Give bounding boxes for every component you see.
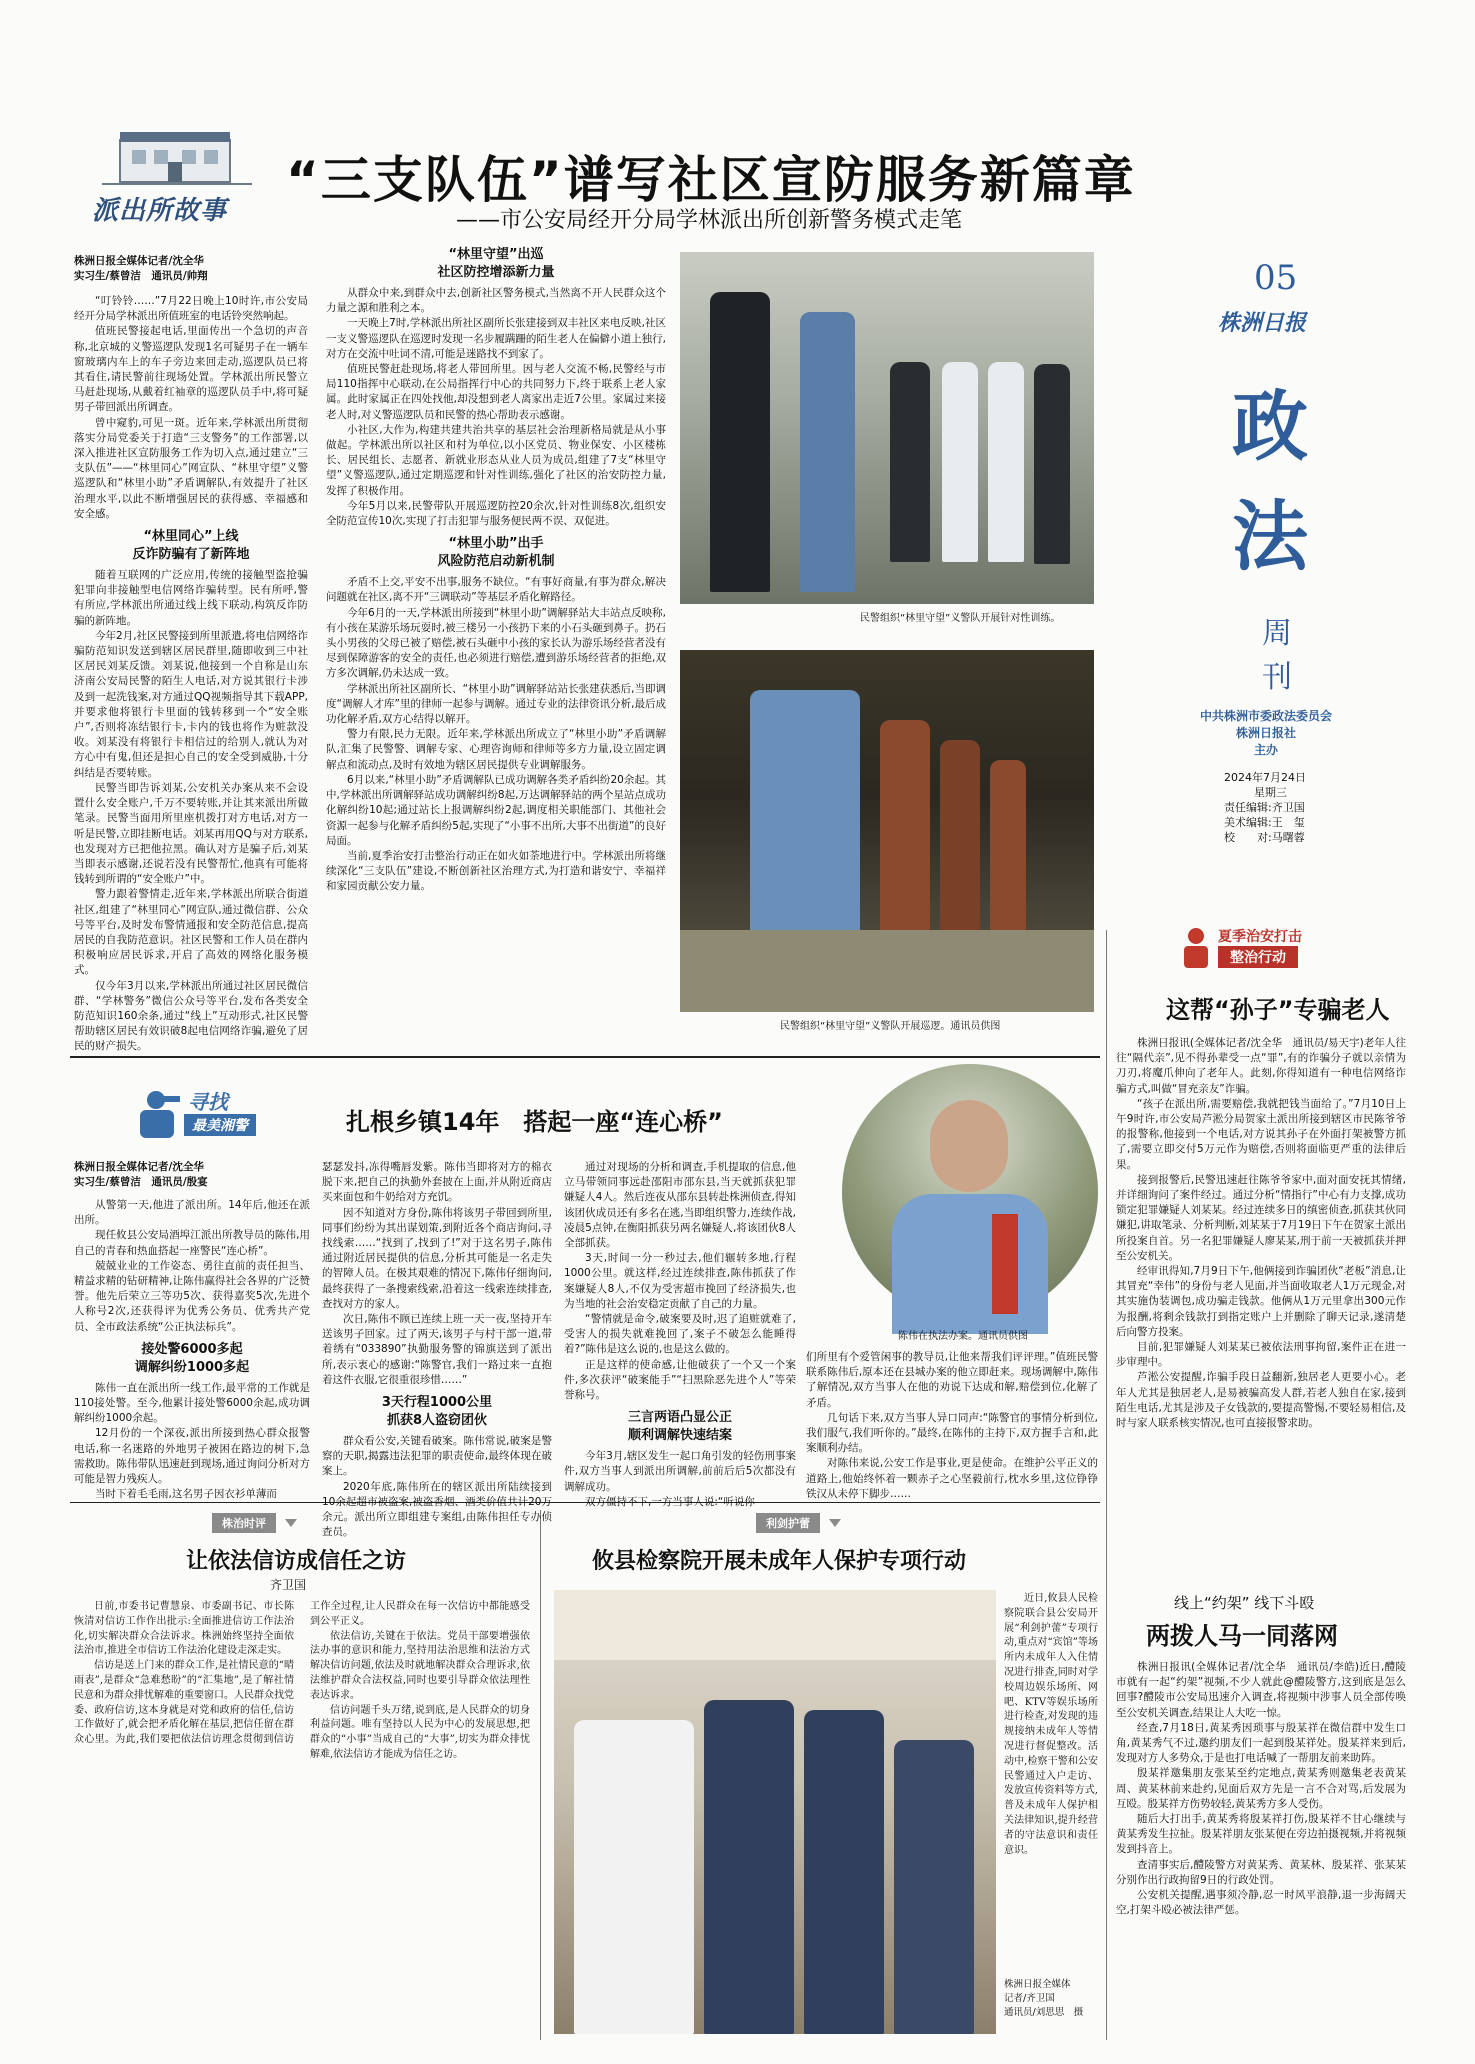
paragraph: 警力跟着警情走,近年来,学林派出所联合街道社区,组建了“林里同心”网宣队,通过微信群、公众号等平台,及时发布警情通报和安全防范信息,提高居民的自我防范意识。社区民警和工作人员在群内积极响应居民诉求,开启了高效的网络化服务模式。: [74, 888, 308, 977]
subheadline: ——市公安局经开分局学林派出所创新警务模式走笔: [456, 208, 963, 233]
art-editor: 美术编辑:王 玺: [1224, 816, 1305, 829]
paragraph: 从警第一天,他进了派出所。14年后,他还在派出所。: [74, 1199, 310, 1227]
triangle-icon: [829, 1519, 841, 1527]
paragraph: 芦淞公安提醒,诈骗手段日益翻新,独居老人更要小心。老年人尤其是独居老人,是易被骗高发人群,若老人独自在家,接到陌生电话,尤其是涉及子女钱款的,要提高警惕,不要轻易相信,及时与家人联系核实情况,也可直接报警求助。: [1116, 1371, 1406, 1430]
side-story-body: [1116, 1036, 1406, 1588]
paragraph: 公安机关提醒,遇事须冷静,忍一时风平浪静,退一步海阔天空,打架斗殴必被法律严惩。: [1116, 1889, 1406, 1917]
paragraph: 对陈伟来说,公安工作是事业,更是使命。在维护公平正义的道路上,他始终怀着一颗赤子之心坚毅前行,枕水乡里,这位铮铮铁汉从未停下脚步……: [806, 1457, 1098, 1500]
side-story2-body: [1116, 1660, 1406, 2032]
paragraph: 正是这样的使命感,让他破获了一个又一个案件,多次获评“破案能手”“扫黑除恶先进个人”等荣誉称号。: [564, 1358, 796, 1402]
commentary-headline: 让依法信访成信任之访: [186, 1549, 407, 1574]
paragraph: 值班民警赶赴现场,将老人带回所里。因与老人交流不畅,民警经与市局110指挥中心联动,在公局指挥行中心的共同努力下,终于联系上老人家属。此时家属正在四处找他,却没想到老人离家出走近7公里。家属过来接老人时,对义警巡逻队员和民警的热心帮助表示感谢。: [326, 363, 666, 421]
procuratorate-tag: [756, 1512, 841, 1533]
paragraph: 株洲日报讯(全媒体记者/沈全华 通讯员/易天宇)老年人往往“隔代亲”,见不得孙辈受一点“罪”,有的诈骗分子就以亲情为刀刃,将魔爪伸向了老年人。此刻,你得知道有一种电信网络诈骗方式,叫做“冒充亲友”诈骗。: [1116, 1037, 1406, 1095]
column-tag: 派出所故事: [92, 196, 228, 226]
side-headline: 这帮“孙子”专骗老人: [1166, 996, 1390, 1024]
procuratorate-credit: [1004, 1978, 1104, 2020]
paragraph: 当前,夏季治安打击整治行动正在如火如荼地进行中。学林派出所将继续深化“三支队伍”建设,不断创新社区治理方式,为打造和谐安宁、幸福祥和家园贡献公安力量。: [326, 849, 666, 893]
feature-tag-line2: 最美湘警: [184, 1114, 256, 1136]
credit-line: 通讯员/刘思思 摄: [1004, 2007, 1084, 2018]
paragraph: 几句话下来,双方当事人异口同声:“陈警官的事情分析到位,我们服气,我们听你的。”最终,在陈伟的主持下,双方握手言和,此案顺利办结。: [806, 1411, 1098, 1455]
photo-patrol: [680, 650, 1094, 1012]
photo-inspection: [554, 1590, 996, 2034]
credit-line: 株洲日报全媒体: [1004, 1979, 1071, 1990]
police-salute-icon: [126, 1088, 182, 1140]
feature-tag-line1: 寻找: [188, 1090, 228, 1114]
column-logo: [92, 128, 262, 226]
paragraph: 3天,时间一分一秒过去,他们辗转多地,行程1000公里。就这样,经过连续排查,陈伟抓获了作案嫌疑人8人,不仅为受害超市挽回了经济损失,也为当地的社会治安稳定贡献了自己的力量。: [564, 1252, 796, 1310]
paragraph: 群众看公安,关键看破案。陈伟常说,破案是警察的天职,揭露违法犯罪的职责使命,最终体现在破案上。: [322, 1435, 552, 1478]
paragraph: 今年3月,辖区发生一起口角引发的轻伤刑事案件,双方当事人到派出所调解,前前后后5次都没有调解成功。: [564, 1450, 796, 1493]
paragraph: 兢兢业业的工作姿态、勇往直前的责任担当、精益求精的钻研精神,让陈伟赢得社会各界的广泛赞誉。他先后荣立三等功5次、获得嘉奖5次,先进个人称号2次,还获得评为优秀公务员、优秀共产党员、全市政法系统“公正执法标兵”。: [74, 1259, 310, 1333]
banner-line2: 整治行动: [1218, 946, 1298, 968]
side-headline2: 两拨人马一同落网: [1146, 1622, 1338, 1650]
paragraph: “叮铃铃……”7月22日晚上10时许,市公安局经开分局学林派出所值班室的电话铃突然响起。: [74, 295, 308, 323]
paragraph: 曾中窥豹,可见一斑。近年来,学林派出所贯彻落实分局党委关于打造“三支警务”的工作部署,以深入推进社区宣防服务工作为切入点,通过建立“三支队伍”——“林里同心”网宣队、“林里守望”义警巡逻队和“林里小助”矛盾调解队,有效提升了社区治理水平,以此不断增强居民的获得感、幸福感和安全感。: [74, 416, 308, 520]
page-number: 05: [1254, 258, 1298, 298]
procuratorate-body: [1004, 1592, 1098, 1972]
section-heading: “林里守望”出巡 社区防控增添新力量: [437, 247, 555, 280]
paragraph: 因不知道对方身份,陈伟将该男子带回到所里,同事们纷纷为其出谋划策,到附近各个商店询问,寻找线索……“找到了,找到了!”对于这名男子,陈伟通过附近居民提供的信息,分析其可能是一名走失的智障人员。在极其艰难的情况下,陈伟仔细询问,最终获得了一条搜索线索,沿着这一线索连续排查,查找对方的家人。: [322, 1206, 552, 1310]
paragraph: 矛盾不上交,平安不出事,服务不缺位。“有事好商量,有事为群众,解决问题就在社区,离不开“三调联动”等基层矛盾化解路径。: [326, 576, 666, 604]
sponsor-1: 中共株洲市委政法委员会: [1199, 709, 1332, 723]
main-story-col2: [326, 246, 666, 1044]
portrait-photo: [842, 1064, 1098, 1320]
byline: 实习生/蔡曾洁 通讯员/殷宴: [74, 1176, 208, 1188]
sponsor: [1184, 708, 1348, 759]
byline: 实习生/蔡曾洁 通讯员/帅翔: [74, 270, 208, 282]
divider: [1106, 930, 1107, 2040]
paragraph: 今年2月,社区民警接到所里派遣,将电信网络诈骗防范知识发送到辖区居民群里,随即收到三中社区居民刘某反馈。刘某说,他接到一个自称是山东济南公安局民警的陌生人电话,对方说其银行卡涉及到一起洗钱案,对方通过QQ视频指导其下载APP,并要求他将银行卡里面的钱转移到一个“安全账户”,否则将冻结银行卡,卡内的钱也将作为赃款没收。刘某没有将银行卡相信过的给别人,就认为对方心中有鬼,但还是担心自己的安全受到威胁,十分纠结是否要转账。: [74, 629, 308, 779]
paragraph: 目前,犯罪嫌疑人刘某某已被依法刑事拘留,案件正在进一步审理中。: [1116, 1341, 1406, 1369]
section-heading: “林里同心”上线 反诈防骗有了新阵地: [132, 529, 250, 563]
paragraph: 日前,市委书记曹慧泉、市委副书记、市长陈恢清对信访工作作出批示:全面推进信访工作法治化,切实解决群众合法诉求。株洲始终坚持全面依法治市,推进全市信访工作法治化建设走深走实。: [74, 1601, 294, 1657]
credit-line: 记者/齐卫国: [1004, 1993, 1055, 2004]
paragraph: 现任攸县公安局酒埠江派出所教导员的陈伟,用自己的青春和热血搭起一座警民“连心桥”。: [74, 1229, 310, 1257]
paragraph: 随后大打出手,黄某秀将殷某祥打伤,殷某祥不甘心继续与黄某秀发生拉扯。殷某祥朋友张某便在旁边拍摄视频,并将视频发到抖音上。: [1116, 1813, 1406, 1856]
paragraph: 近日,攸县人民检察院联合县公安局开展“利剑护蕾”专项行动,重点对“宾馆”等场所内未成年人入住情况进行排查,同时对学校周边娱乐场所、网吧、KTV等娱乐场所进行检查,对发现的违规接纳未成年人等情况进行督促整改。活动中,检察干警和公安民警通过入户走访、发放宣传资料等方式,普及未成年人保护相关法律知识,提升经营者的守法意识和责任意识。: [1004, 1593, 1098, 1856]
procuratorate-tag-label: 利剑护蕾: [756, 1513, 820, 1533]
main-story-col1: [74, 254, 308, 1053]
paragraph: 随着互联网的广泛应用,传统的接触型盗抢骗犯罪向非接触型电信网络诈骗转型。民有所呼,警有所应,学林派出所通过线上线下联动,构筑反诈防骗的新阵地。: [74, 569, 308, 627]
paragraph: 通过对现场的分析和调查,手机提取的信息,他立马带领同事远赴邵阳市邵东县,当天就抓获犯罪嫌疑人4人。然后连夜从邵东县转赴株洲侦查,得知该团伙成员还有多名在逃,当即组织警力,连续作战,凌晨5点钟,在衡阳抓获另两名嫌疑人,将该团伙8人全部抓获。: [564, 1161, 796, 1250]
triangle-icon: [285, 1519, 297, 1527]
sponsor-3: 主办: [1253, 743, 1278, 757]
divider: [70, 1056, 1100, 1058]
byline: 株洲日报全媒体记者/沈全华: [74, 1161, 204, 1173]
paragraph: 信访问题千头万绪,说到底,是人民群众的切身利益问题。唯有坚持以人民为中心的发展思想,把群众的“小事”当成自己的“大事”,切实为群众排忧解难,依法信访才能成为信任之访。: [310, 1704, 530, 1760]
section-heading: 接处警6000多起 调解纠纷1000多起: [134, 1341, 250, 1375]
commentary-author: 齐卫国: [270, 1578, 307, 1592]
paragraph: 警力有限,民力无限。近年来,学林派出所成立了“林里小助”矛盾调解队,汇集了民警警、调解专家、心理咨询师和律师等多方力量,设立固定调解点和流动点,及时有效地为辖区居民提供专业调解服务。: [326, 728, 666, 771]
paragraph: 查清事实后,醴陵警方对黄某秀、黄某林、殷某祥、张某某分别作出行政拘留9日的行政处罚。: [1116, 1858, 1406, 1886]
commentary-tag: [212, 1512, 297, 1533]
commentary-body: [74, 1600, 530, 2040]
paragraph: 6月以来,“林里小助”矛盾调解队已成功调解各类矛盾纠纷20余起。其中,学林派出所调解驿站成功调解纠纷8起,万达调解驿站的两个星站点成功化解纠纷10起;通过站长上报调解纠纷2起,调度相关职能部门、其他社会资源一起参与化解矛盾纠纷5起,实现了“小事不出所,大事不出街道”的良好局面。: [326, 773, 666, 847]
feature-col2: [322, 1160, 552, 1539]
feature-headline: 扎根乡镇14年 搭起一座“连心桥”: [346, 1108, 723, 1136]
campaign-banner: [1176, 924, 1366, 972]
weekly-label: 周刊: [1262, 616, 1292, 695]
feature-col1: [74, 1160, 310, 1501]
section-name: 政法: [1232, 382, 1308, 581]
section-heading: 3天行程1000公里 抓获8人盗窃团伙: [381, 1395, 493, 1429]
paragraph: 2020年底,陈伟所在的辖区派出所陆续接到10余起超市被盗案,被盗香烟、酒类价值共计20万余元。派出所立即组建专案组,由陈伟担任专办侦查员。: [322, 1480, 552, 1539]
paragraph: 今年6月的一天,学林派出所接到“林里小助”调解驿站大丰站点反映称,有小孩在某游乐场玩耍时,被三楼另一小孩扔下来的小石头砸到鼻子。扔石头小男孩的父母已被了赔偿,被石头砸中小孩的家长认为游乐场经营者没有尽到保障游客的安全的责任,也必须进行赔偿,遭到游乐场经营者的拒绝,双方多次调解,仍未达成一致。: [326, 606, 666, 680]
commentary-tag-label: 株治时评: [212, 1513, 276, 1533]
paragraph: “警情就是命令,破案要及时,迟了追赃就难了,受害人的损失就难挽回了,案子不破怎么能睡得着?”陈伟是这么说的,也是这么做的。: [564, 1313, 796, 1356]
paragraph: 接到报警后,民警迅速赶往陈爷爷家中,面对面安抚其情绪,并详细询问了案件经过。通过分析“情指行”中心有力支撑,成功锁定犯罪嫌疑人刘某某。经过连续多日的缜密侦查,抓获其伙同嫌犯,讲取笔录、分析判断,刘某某于7月19日下午在贺家土派出所投案自首。另一名犯罪嫌疑人廖某某,刑于前一天被抓获并押至公安机关。: [1116, 1173, 1406, 1262]
paragraph: 从群众中来,到群众中去,创新社区警务模式,当然离不开人民群众这个力量之源和胜利之本。: [326, 287, 666, 315]
paragraph: 学林派出所社区副所长、“林里小助”调解驿站站长张建获悉后,当即调度“调解人才库”里的律师一起参与调解。通过专业的法律资讯分析,最后成功化解矛盾,双方心结得以解开。: [326, 682, 666, 726]
paragraph: 瑟瑟发抖,冻得嘴唇发紫。陈伟当即将对方的棉衣脱下来,把自己的执勤外套披在上面,并从附近商店买来面包和牛奶给对方充饥。: [322, 1161, 552, 1204]
paragraph: “孩子在派出所,需要赔偿,我就把钱当面给了。”7月10日上午9时许,市公安局芦淞分局贺家土派出所接到辖区市民陈爷爷的报警称,他接到一个电话,对方说其孙子在外面打架被警方抓了,需要立即交付5万元作为赔偿,否则将面临更严重的法律后果。: [1116, 1097, 1406, 1171]
issue-date: 2024年7月24日: [1224, 771, 1306, 784]
paragraph: 经查,7月18日,黄某秀因琐事与殷某祥在微信群中发生口角,黄某秀气不过,邀约朋友们一起到殷某祥处。殷某祥来到后,发现对方人多势众,于是也打电话喊了一帮朋友前来助阵。: [1116, 1721, 1406, 1765]
feature-tag: [126, 1086, 276, 1142]
side-subtitle: 线上“约架” 线下斗殴: [1174, 1594, 1315, 1612]
paragraph: 值班民警接起电话,里面传出一个急切的声音称,北京城的义警巡逻队发现1名可疑男子在一辆车窗玻璃内车上的车子旁边来回走动,巡逻队员已将其看住,请民警前往现场处置。学林派出所民警立马赶赴现场,从戴着红袖章的巡逻队员手中,将可疑男子带回派出所调查。: [74, 325, 308, 414]
police-figure-icon: [1176, 926, 1216, 970]
section-heading: “林里小助”出手 风险防范启动新机制: [437, 536, 555, 570]
photo-training: [680, 252, 1094, 604]
paragraph: 今年5月以来,民警带队开展巡逻防控20余次,针对性训练8次,组织安全防范宣传10次,实现了打击犯罪与服务便民两不误、双促进。: [326, 499, 666, 528]
paragraph: 信访是送上门来的群众工作,是社情民意的“晴雨表”,是群众“急难愁盼”的“汇集地”,是了解社情民意和为群众排忧解难的重要窗口。人民群众找党委、政府信访,这本身就是对党和政府的信任,信访工作做好了,就会把矛盾化解在基层,把信任留在群众心里。为此,我们要把依法信访理念贯彻到信访工作全过程,让人民群众在每一次信访中都能感受到公平正义。: [74, 1601, 530, 1746]
banner-line1: 夏季治安打击: [1218, 929, 1302, 945]
paper-name: 株洲日报: [1218, 310, 1307, 336]
paragraph: 双方僵持不下,一方当事人说:“听说你: [585, 1495, 755, 1508]
issue-info: [1224, 770, 1384, 845]
photo-caption: 民警组织“林里守望”义警队开展针对性训练。: [860, 613, 1061, 624]
photo-caption: 民警组织“林里守望”义警队开展巡逻。通讯员供图: [780, 1021, 1001, 1032]
paragraph: 仅今年3月以来,学林派出所通过社区居民微信群、“学林警务”微信公众号等平台,发布各类安全防范知识160余条,通过“线上”互动形式,社区民警帮助辖区居民有效识破8起电信网络诈骗,避免了居民的财产损失。: [74, 979, 308, 1053]
paragraph: 民警当即告诉刘某,公安机关办案从来不会设置什么安全账户,千万不要转账,并让其来派出所做笔录。民警当面用所里座机拨打对方电话,对方一听是民警,立即挂断电话。刘某再用QQ与对方联系,也发现对方已把他拉黑。确认对方是骗子后,刘某当即表示感谢,还说若没有民警帮忙,他真有可能将钱转到所谓的“安全账户”中。: [74, 781, 308, 886]
police-station-icon: [92, 128, 262, 188]
paragraph: 次日,陈伟不顾已连续上班一天一夜,坚持开车送该男子回家。过了两天,该男子与村干部一道,带着绣有“033890”执勤服务警的锦旗送到了派出所,表示衷心的感谢:“陈警官,我们一路过来一直抱着这件衣服,它很重很珍惜……”: [322, 1313, 552, 1386]
editor: 责任编辑:齐卫国: [1224, 801, 1305, 814]
paragraph: 陈伟一直在派出所一线工作,最平常的工作就是110接处警。至今,他累计接处警6000余起,成功调解纠纷1000余起。: [74, 1381, 310, 1425]
feature-col3: [564, 1160, 796, 1508]
proofreader: 校 对:马曙蓉: [1224, 831, 1305, 844]
paragraph: 依法信访,关键在于依法。党员干部要增强依法办事的意识和能力,坚持用法治思维和法治方式解决信访问题,依法及时就地解决群众合理诉求,依法维护群众合法权益,同时也要引导群众依法理性表达诉求。: [310, 1630, 530, 1701]
paragraph: 一天晚上7时,学林派出所社区副所长张建接到双丰社区来电反映,社区一支义警巡逻队在巡逻时发现一名步履蹒跚的陌生老人在偏僻小道上独行,对方在交流中吐词不清,可能是迷路找不到家了。: [326, 317, 666, 360]
headline: “三支队伍”谱写社区宣防服务新篇章: [286, 151, 1136, 209]
paragraph: 当时下着毛毛雨,这名男子因衣衫单薄而: [95, 1488, 277, 1501]
issue-weekday: 星期三: [1254, 786, 1287, 799]
sponsor-2: 株洲日报社: [1235, 726, 1296, 740]
photo-caption: 陈伟在执法办案。通讯员供图: [898, 1331, 1028, 1342]
paragraph: 殷某祥邀集朋友张某至约定地点,黄某秀则邀集老表黄某周、黄某林前来赴约,见面后双方先是一言不合对骂,后发展为互殴。殷某祥方伤势较轻,黄某秀方多人受伤。: [1116, 1767, 1406, 1810]
feature-col4: [806, 1350, 1098, 1500]
divider: [540, 1510, 541, 2040]
section-heading: 三言两语凸显公正 顺利调解快速结案: [627, 1410, 732, 1444]
paragraph: 们所里有个爱管闲事的教导员,让他来帮我们评评理。”值班民警联系陈伟后,原本还在县城办案的他立即赶来。现场调解中,陈伟了解情况,双方当事人在他的劝说下达成和解,赔偿到位,化解了矛盾。: [806, 1351, 1098, 1409]
paragraph: 12月份的一个深夜,派出所接到热心群众报警电话,称一名迷路的外地男子被困在路边的树下,急需救助。陈伟带队迅速赶到现场,通过询问分析对方可能是智力残疾人。: [74, 1427, 310, 1486]
paragraph: 株洲日报讯(全媒体记者/沈全华 通讯员/李皓)近日,醴陵市就有一起“约架”视频,不少人就此@醴陵警方,这到底是怎么回事?醴陵市公安局迅速介入调查,将视频中涉事人员全部传唤至公安机关调查,结果让人大吃一惊。: [1116, 1661, 1406, 1719]
byline: 株洲日报全媒体记者/沈全华: [74, 255, 204, 267]
procuratorate-headline: 攸县检察院开展未成年人保护专项行动: [592, 1549, 967, 1574]
paragraph: 小社区,大作为,构建共建共治共享的基层社会治理新格局就是从小事做起。学林派出所以社区和村为单位,以小区党员、物业保安、小区楼栋长、居民组长、志愿者、新就业形态从业人员为成员,组建了7支“林里守望”义警巡逻队,通过定期巡逻和针对性训练,强化了社区的治安防控力量,发挥了积极作用。: [326, 423, 666, 497]
paragraph: 经审讯得知,7月9日下午,他俩接到诈骗团伙“老板”消息,让其冒充“幸伟”的身份与老人见面,并当面收取老人1万元现金,对其实施伪装调包,成功骗走钱款。他俩从1万元里拿出300元作为报酬,将剩余钱款打到指定账户上并删除了聊天记录,遂清楚后向警方投案。: [1116, 1265, 1406, 1338]
